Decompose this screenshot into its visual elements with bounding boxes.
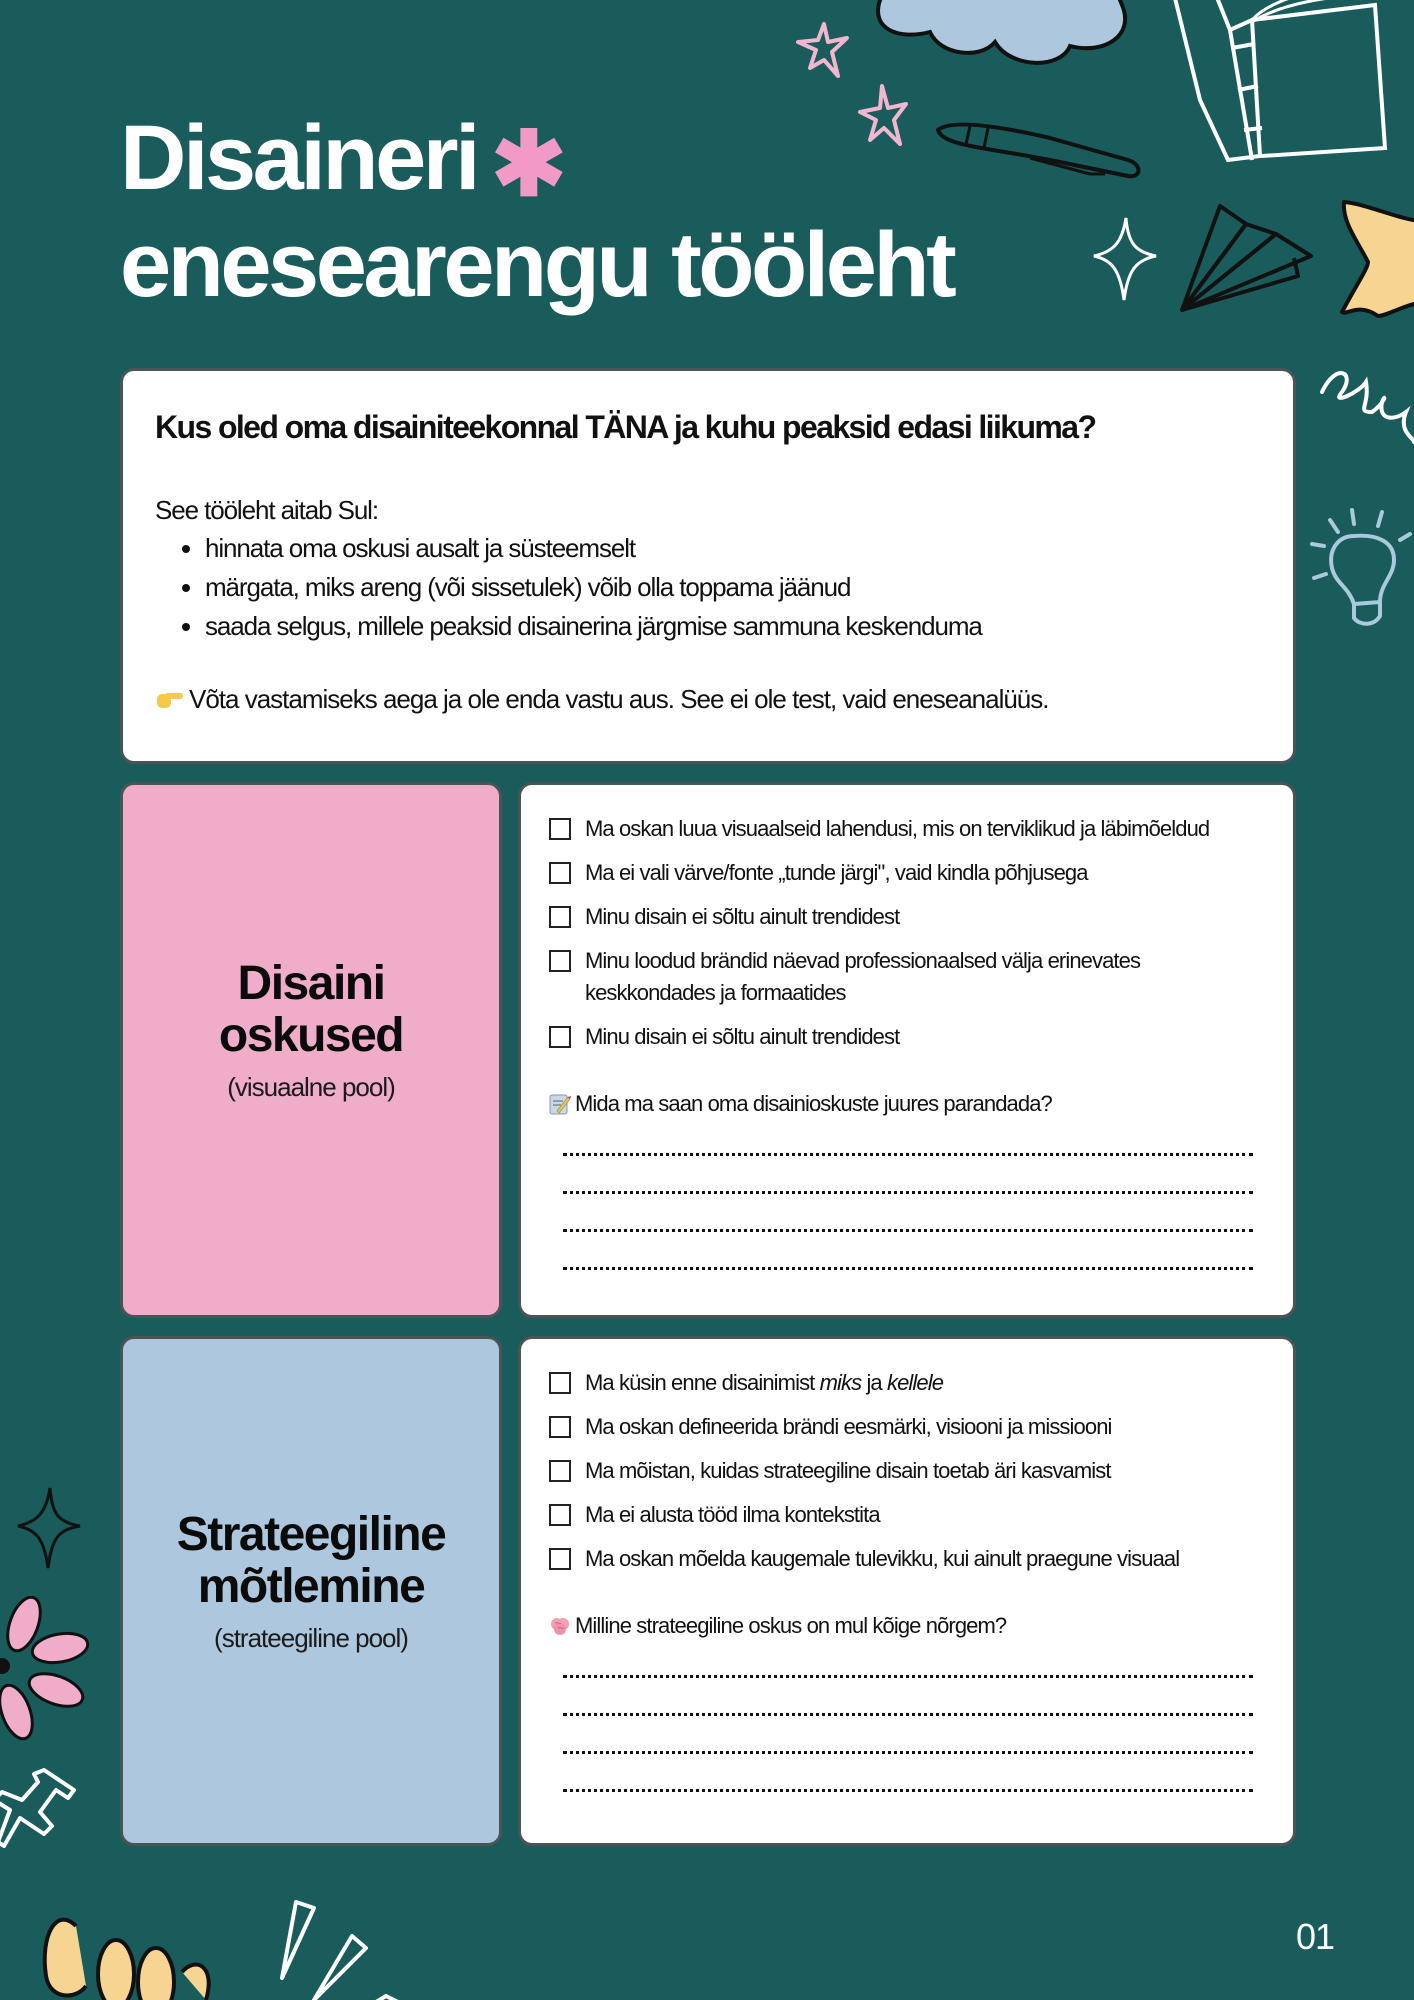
checkbox[interactable]: [549, 906, 571, 928]
page-number: 01: [1295, 1916, 1334, 1957]
paper-plane-icon: [1176, 200, 1316, 320]
checkbox[interactable]: [549, 1372, 571, 1394]
checklist-item[interactable]: [549, 857, 1267, 889]
section-subtitle: (visuaalne pool): [227, 1071, 395, 1102]
section-label-design-skills: [120, 782, 502, 1318]
section-title-line-1: Strateegiline: [176, 1508, 446, 1561]
pen-icon: [930, 118, 1180, 188]
asterisk-icon: ✱: [491, 115, 564, 215]
section-title-line-1: Disaini: [237, 956, 385, 1010]
intro-note: [155, 680, 1261, 718]
section-subtitle: (strateegiline pool): [214, 1623, 408, 1653]
memo-icon: [549, 1093, 571, 1115]
sparkle-icon: [1090, 214, 1160, 304]
checklist-item-label: Ma oskan mõelda kaugemale tulevikku, kui ainult praegune visuaal: [585, 1546, 1180, 1571]
checkbox[interactable]: [549, 1548, 571, 1570]
sparkle-icon: [14, 1486, 84, 1570]
checkbox[interactable]: [549, 1460, 571, 1482]
checklist-item[interactable]: [549, 1455, 1267, 1487]
checklist-item-label: Ma mõistan, kuidas strateegiline disain toetab äri kasvamist: [585, 1458, 1111, 1483]
label-part: ja: [861, 1370, 887, 1395]
book-icon: [1170, 0, 1410, 170]
intro-bullet-list: [155, 529, 1261, 646]
checklist-item-label: Minu disain ei sõltu ainult trendidest: [585, 904, 900, 929]
checklist-item[interactable]: [549, 1411, 1267, 1443]
checklist-item-label: Ma ei alusta tööd ilma kontekstita: [585, 1502, 880, 1527]
section-title-line-2: oskused: [218, 1008, 404, 1062]
title-line-2: enesearengu tööleht: [120, 214, 954, 316]
checklist-item[interactable]: [549, 1543, 1267, 1575]
cloud-icon: [860, 0, 1140, 90]
pink-star-icon: [792, 20, 852, 82]
flower-icon: [0, 1596, 90, 1746]
pushpin-icon: [0, 1760, 90, 1880]
checklist-item-label: Ma oskan defineerida brändi eesmärki, visiooni ja missiooni: [585, 1414, 1112, 1439]
intro-bullet: • hinnata oma oskusi ausalt ja süsteemselt: [205, 529, 1261, 568]
checklist-item-label: Ma oskan luua visuaalseid lahendusi, mis on terviklikud ja läbimõeldud: [585, 816, 1210, 841]
answer-line[interactable]: [563, 1265, 1253, 1270]
brain-icon: [549, 1615, 571, 1637]
intro-bullet: • märgata, miks areng (või sissetulek) võib olla toppama jäänud: [205, 568, 1261, 607]
section-label-strategic-thinking: [120, 1336, 502, 1846]
checklist-item[interactable]: [549, 1367, 1267, 1399]
strategic-thinking-checklist-card: [518, 1336, 1296, 1846]
answer-line[interactable]: [563, 1711, 1253, 1716]
checkbox[interactable]: [549, 950, 571, 972]
page-title: [120, 108, 953, 315]
checkbox[interactable]: [549, 1026, 571, 1048]
checklist-item[interactable]: [549, 1021, 1267, 1053]
lightbulb-icon: [1308, 480, 1414, 630]
answer-line[interactable]: [563, 1749, 1253, 1754]
reflection-question: [549, 1091, 1267, 1117]
reflection-question-text: Milline strateegiline oskus on mul kõige nõrgem?: [575, 1613, 1007, 1638]
checkbox[interactable]: [549, 1504, 571, 1526]
checklist-item[interactable]: [549, 1499, 1267, 1531]
checklist-item-label: Minu disain ei sõltu ainult trendidest: [585, 1024, 900, 1049]
checkbox[interactable]: [549, 818, 571, 840]
checklist-item[interactable]: [549, 901, 1267, 933]
answer-lines[interactable]: [549, 1151, 1267, 1270]
checkbox[interactable]: [549, 1416, 571, 1438]
burst-lines-icon: [270, 1896, 410, 2000]
intro-lead: See tööleht aitab Sul:: [155, 495, 378, 525]
intro-card: [120, 368, 1296, 764]
answer-line[interactable]: [563, 1787, 1253, 1792]
answer-line[interactable]: [563, 1673, 1253, 1678]
checklist-item-label: Minu loodud brändid näevad professionaalsed välja erinevates keskkondades ja formaatides: [585, 948, 1141, 1005]
checklist-item[interactable]: [549, 813, 1267, 845]
answer-line[interactable]: [563, 1189, 1253, 1194]
checklist-item[interactable]: [549, 945, 1189, 1009]
label-emphasis: kellele: [886, 1370, 944, 1395]
section-title-line-2: mõtlemine: [197, 1560, 425, 1613]
reflection-question: [549, 1613, 1267, 1639]
answer-line[interactable]: [563, 1151, 1253, 1156]
intro-note-text: Võta vastamiseks aega ja ole enda vastu aus. See ei ole test, vaid eneseanalüüs.: [189, 684, 1049, 714]
title-line-1: Disaineri: [120, 107, 478, 209]
pointing-hand-icon: [155, 688, 185, 710]
answer-lines[interactable]: [549, 1673, 1267, 1792]
reflection-question-text: Mida ma saan oma disainioskuste juures parandada?: [575, 1091, 1052, 1116]
label-emphasis: miks: [819, 1370, 862, 1395]
intro-heading: Kus oled oma disainiteekonnal TÄNA ja kuhu peaksid edasi liikuma?: [155, 409, 1096, 445]
design-skills-checklist-card: [518, 782, 1296, 1318]
intro-bullet: • saada selgus, millele peaksid disainerina järgmise sammuna keskenduma: [205, 607, 1261, 646]
cool-lettering-icon: [36, 1896, 236, 2000]
yellow-star-icon: [1338, 192, 1414, 322]
label-part: Ma küsin enne disainimist: [585, 1370, 820, 1395]
checkbox[interactable]: [549, 862, 571, 884]
checklist-item-label: [585, 1367, 943, 1399]
spiral-icon: [1316, 362, 1414, 462]
checklist-item-label: Ma ei vali värve/fonte „tunde järgi", vaid kindla põhjusega: [585, 860, 1088, 885]
answer-line[interactable]: [563, 1227, 1253, 1232]
